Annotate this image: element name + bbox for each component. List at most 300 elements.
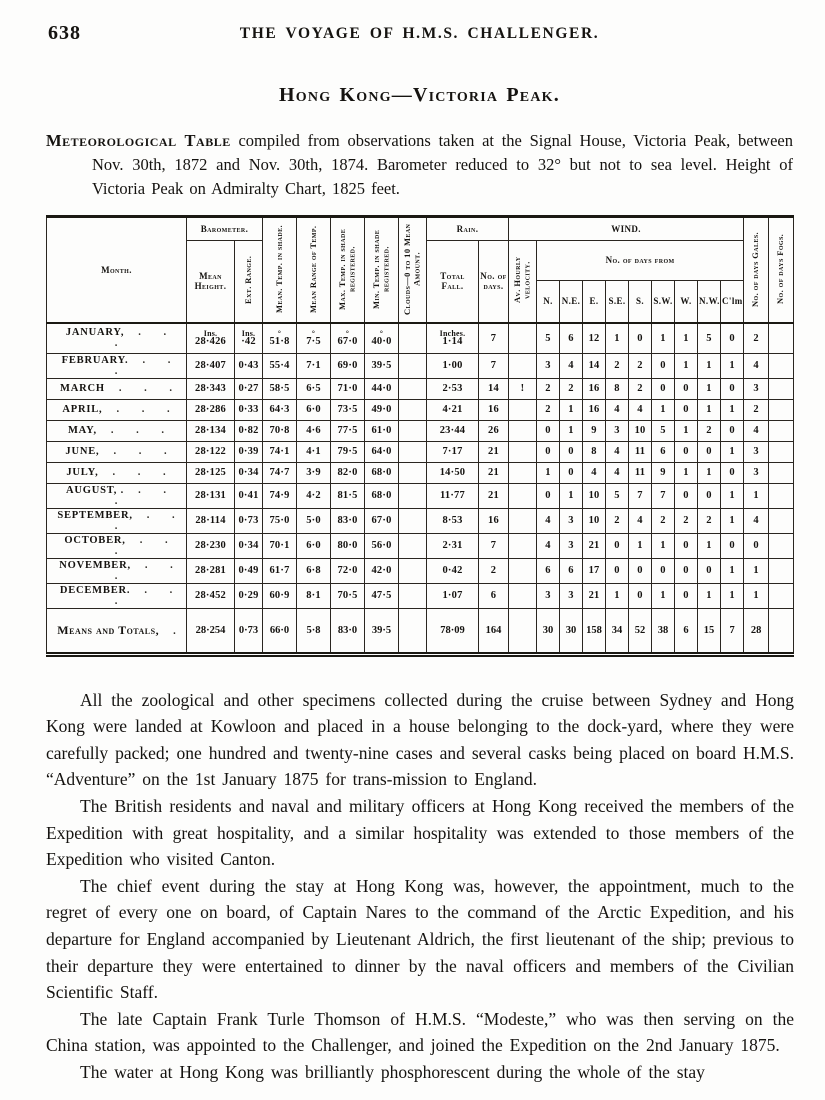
totals-cell: 39·5: [365, 608, 399, 654]
table-row: [47, 583, 794, 608]
data-cell: [399, 323, 427, 353]
data-cell: 81·5: [331, 483, 365, 508]
data-cell: 5: [698, 323, 721, 353]
data-cell: 4: [744, 420, 769, 441]
data-cell: 80·0: [331, 533, 365, 558]
data-cell: 0: [675, 483, 698, 508]
data-cell: 10: [583, 508, 606, 533]
data-cell: 7·17: [427, 441, 479, 462]
data-cell: [509, 483, 537, 508]
data-cell: 0: [698, 483, 721, 508]
totals-row: [47, 608, 794, 654]
header-dir-sw: S.W.: [652, 280, 675, 323]
data-cell: 0: [537, 420, 560, 441]
data-cell: 2: [698, 420, 721, 441]
data-cell: 1: [652, 583, 675, 608]
data-cell: 21: [583, 583, 606, 608]
data-cell: 16: [583, 378, 606, 399]
unit-label: °: [345, 328, 350, 338]
data-cell: 5: [652, 420, 675, 441]
data-cell: [769, 378, 794, 399]
data-cell: 1: [652, 323, 675, 353]
data-cell: 1: [698, 533, 721, 558]
data-cell: [769, 353, 794, 378]
running-head: [46, 22, 793, 52]
data-cell: 1: [744, 558, 769, 583]
data-cell: 5: [537, 323, 560, 353]
totals-cell: 28·254: [187, 608, 235, 654]
data-cell: 21: [583, 533, 606, 558]
data-cell: 69·0: [331, 353, 365, 378]
totals-cell: 30: [537, 608, 560, 654]
table-body: [47, 323, 794, 608]
data-cell: 0·73: [235, 508, 263, 533]
data-cell: 83·0: [331, 508, 365, 533]
table-header: [47, 216, 794, 323]
dot-leader: . . .: [114, 559, 183, 582]
data-cell: Ins. 28·426: [187, 323, 235, 353]
data-cell: [769, 533, 794, 558]
data-cell: 1: [744, 583, 769, 608]
paragraph-nares: The chief event during the stay at Hong Kong was, however, the appointment, much to the regret of every one on board, of Captain Nares to the command of the Arctic Expedition, and his departure for England accompanied by Lieutenant Aldrich, the first lieutenant of the ship; previous to their departure they were entertained to dinner by the naval officers and members of the Civilian Scientific Staff.: [46, 875, 794, 1003]
data-cell: 42·0: [365, 558, 399, 583]
meteorological-table-wrap: [46, 215, 793, 657]
month-cell: [47, 583, 187, 608]
data-cell: 0: [652, 378, 675, 399]
header-month: Month.: [47, 216, 187, 323]
totals-cell: 15: [698, 608, 721, 654]
data-cell: 0: [629, 558, 652, 583]
data-cell: 0: [652, 353, 675, 378]
data-cell: 64·3: [263, 399, 297, 420]
month-cell: [47, 420, 187, 441]
header-mean-temp-shade: Mean. Temp. in shade.: [263, 216, 297, 323]
table-row: [47, 399, 794, 420]
data-cell: 3: [606, 420, 629, 441]
header-rain-group: Rain.: [427, 216, 509, 240]
data-cell: 75·0: [263, 508, 297, 533]
data-cell: ° 51·8: [263, 323, 297, 353]
month-label: NOVEMBER,: [59, 559, 131, 571]
data-cell: [509, 508, 537, 533]
data-cell: 0: [675, 441, 698, 462]
header-gales: No. of days Gales.: [744, 216, 769, 323]
data-cell: 8: [583, 441, 606, 462]
month-label: AUGUST, .: [66, 484, 125, 496]
data-cell: 0: [652, 558, 675, 583]
data-cell: 1: [606, 323, 629, 353]
month-label: JANUARY,: [65, 327, 125, 339]
data-cell: [509, 353, 537, 378]
data-cell: 7: [652, 483, 675, 508]
data-cell: 7·1: [297, 353, 331, 378]
data-cell: 60·9: [263, 583, 297, 608]
data-cell: 1: [721, 353, 744, 378]
table-row: [47, 462, 794, 483]
data-cell: 3: [537, 353, 560, 378]
running-title: THE VOYAGE OF H.M.S. CHALLENGER.: [239, 25, 600, 42]
data-cell: 55·4: [263, 353, 297, 378]
totals-cell: 30: [560, 608, 583, 654]
data-cell: 1: [698, 462, 721, 483]
data-cell: 6: [560, 323, 583, 353]
data-cell: 4: [629, 399, 652, 420]
unit-label: Ins.: [241, 328, 256, 338]
table-footer: [47, 608, 794, 654]
month-cell: [47, 323, 187, 353]
data-cell: 1: [721, 483, 744, 508]
data-cell: 0: [606, 558, 629, 583]
table-row: [47, 353, 794, 378]
data-cell: 28·452: [187, 583, 235, 608]
totals-cell: 83·0: [331, 608, 365, 654]
data-cell: 0·41: [235, 483, 263, 508]
unit-label: °: [277, 328, 282, 338]
paragraph-hospitality: The British residents and naval and military officers at Hong Kong received the members of the Expedition with great hospitality, and a similar hospitality was extended to those members of the Expedition who visited Canton.: [46, 795, 794, 870]
data-cell: 0·27: [235, 378, 263, 399]
data-cell: 5·0: [297, 508, 331, 533]
data-cell: [769, 508, 794, 533]
data-cell: 10: [583, 483, 606, 508]
paragraph-phosphorescent: The water at Hong Kong was brilliantly phosphorescent during the whole of the stay: [80, 1061, 705, 1082]
data-cell: 2: [698, 508, 721, 533]
data-cell: [509, 399, 537, 420]
table-row: [47, 508, 794, 533]
data-cell: 71·0: [331, 378, 365, 399]
data-cell: 61·7: [263, 558, 297, 583]
data-cell: 82·0: [331, 462, 365, 483]
body-text: [46, 687, 794, 1086]
data-cell: 8·1: [297, 583, 331, 608]
data-cell: 1: [698, 399, 721, 420]
data-cell: 1: [537, 462, 560, 483]
data-cell: 9: [652, 462, 675, 483]
data-cell: 8: [606, 378, 629, 399]
unit-label: Inches.: [439, 328, 466, 338]
dot-leader: . . .: [112, 467, 176, 479]
data-cell: Inches. 1·14: [427, 323, 479, 353]
data-cell: 6: [560, 558, 583, 583]
totals-cell: 28: [744, 608, 769, 654]
header-wind-group: WIND.: [509, 216, 744, 240]
data-cell: [399, 399, 427, 420]
month-cell: [47, 508, 187, 533]
data-cell: 9: [583, 420, 606, 441]
data-cell: 10: [629, 420, 652, 441]
data-cell: 0: [698, 558, 721, 583]
data-cell: [399, 558, 427, 583]
data-cell: 11·77: [427, 483, 479, 508]
data-cell: 7: [629, 483, 652, 508]
data-cell: 3·9: [297, 462, 331, 483]
data-cell: 4: [744, 353, 769, 378]
data-cell: 16: [479, 399, 509, 420]
data-cell: [399, 508, 427, 533]
meteorological-table: [46, 215, 794, 657]
data-cell: 14: [583, 353, 606, 378]
dot-leader: . . .: [114, 509, 185, 532]
unit-label: °: [311, 328, 316, 338]
data-cell: 1: [721, 583, 744, 608]
data-cell: 21: [479, 462, 509, 483]
data-cell: 70·8: [263, 420, 297, 441]
data-cell: [399, 462, 427, 483]
totals-cell: 52: [629, 608, 652, 654]
header-total-fall: Total Fall.: [427, 240, 479, 323]
totals-cell: 6: [675, 608, 698, 654]
totals-cell: [769, 608, 794, 654]
data-cell: [509, 323, 537, 353]
data-cell: 7: [479, 323, 509, 353]
data-cell: 3: [744, 378, 769, 399]
paragraph-specimens: All the zoological and other specimens collected during the cruise between Sydney and Hong Kong were landed at Kowloon and placed in a house belonging to the dock-yard, where they were carefully packed; one hundred and twenty-nine cases and several casks being placed on board H.M.S. “Adventure” on the 1st January 1875 for trans-mission to England.: [46, 689, 794, 790]
totals-cell: [399, 608, 427, 654]
data-cell: 3: [537, 583, 560, 608]
data-cell: 1: [721, 441, 744, 462]
table-caption: [46, 129, 793, 201]
data-cell: 2: [744, 323, 769, 353]
month-label: MARCH: [60, 383, 105, 395]
data-cell: 3: [744, 462, 769, 483]
data-cell: 1: [560, 399, 583, 420]
data-cell: 74·7: [263, 462, 297, 483]
data-cell: 3: [560, 533, 583, 558]
caption-rest: compiled from observations taken at the Signal House, Victoria Peak, between Nov. 30th, 1872 and Nov. 30th, 1874. Barometer reduced to 32° but not to sea level. Height of Victoria Peak on Admiralty Chart, 1825 feet.: [92, 131, 793, 198]
data-cell: 1: [675, 462, 698, 483]
data-cell: 4: [744, 508, 769, 533]
section-heading: Hong Kong—Victoria Peak.: [279, 84, 560, 106]
data-cell: 1: [652, 533, 675, 558]
data-cell: 0: [698, 441, 721, 462]
data-cell: 4: [606, 441, 629, 462]
data-cell: [769, 323, 794, 353]
data-cell: 16: [583, 399, 606, 420]
data-cell: 2: [606, 353, 629, 378]
table-row: [47, 533, 794, 558]
data-cell: 70·1: [263, 533, 297, 558]
data-cell: [769, 483, 794, 508]
data-cell: 28·230: [187, 533, 235, 558]
data-cell: [399, 420, 427, 441]
data-cell: 64·0: [365, 441, 399, 462]
data-cell: 4: [560, 353, 583, 378]
data-cell: 1: [675, 420, 698, 441]
data-cell: 2: [652, 508, 675, 533]
data-cell: 28·343: [187, 378, 235, 399]
data-cell: 4: [629, 508, 652, 533]
data-cell: 0·43: [235, 353, 263, 378]
data-cell: 0: [675, 583, 698, 608]
month-cell: [47, 378, 187, 399]
data-cell: 0: [537, 441, 560, 462]
data-cell: 0: [560, 441, 583, 462]
totals-cell: 164: [479, 608, 509, 654]
month-label: JULY,: [66, 467, 99, 479]
header-dir-ne: N.E.: [560, 280, 583, 323]
table-row: [47, 441, 794, 462]
month-label: APRIL,: [62, 404, 103, 416]
data-cell: 58·5: [263, 378, 297, 399]
header-dir-se: S.E.: [606, 280, 629, 323]
data-cell: 56·0: [365, 533, 399, 558]
data-cell: 1: [698, 378, 721, 399]
data-cell: 1: [629, 533, 652, 558]
data-cell: 72·0: [331, 558, 365, 583]
header-mean-range-temp: Mean Range of Temp.: [297, 216, 331, 323]
data-cell: 28·131: [187, 483, 235, 508]
data-cell: 3: [560, 583, 583, 608]
data-cell: 0: [721, 462, 744, 483]
data-cell: 11: [629, 441, 652, 462]
data-cell: [509, 420, 537, 441]
data-cell: 11: [629, 462, 652, 483]
data-cell: 74·1: [263, 441, 297, 462]
data-cell: 49·0: [365, 399, 399, 420]
data-cell: 1: [721, 508, 744, 533]
header-clouds: Clouds—0 to 10 Mean Amount.: [399, 216, 427, 323]
month-label: MAY,: [67, 425, 97, 437]
data-cell: [399, 483, 427, 508]
data-cell: 4·1: [297, 441, 331, 462]
data-cell: 21: [479, 483, 509, 508]
data-cell: Ins. ·42: [235, 323, 263, 353]
data-cell: 23·44: [427, 420, 479, 441]
data-cell: 1: [698, 353, 721, 378]
data-cell: 6·5: [297, 378, 331, 399]
data-cell: 0: [721, 420, 744, 441]
data-cell: 61·0: [365, 420, 399, 441]
header-velocity: Av. Hourly velocity.: [509, 240, 537, 323]
data-cell: 47·5: [365, 583, 399, 608]
paragraph-thomson: The late Captain Frank Turle Thomson of H.M.S. “Modeste,” who was then serving on the China station, was appointed to the Challenger, and joined the Expedition on the 2nd January 1875.: [46, 1008, 794, 1056]
data-cell: 28·286: [187, 399, 235, 420]
data-cell: 3: [560, 508, 583, 533]
dot-leader: . . .: [118, 383, 182, 395]
data-cell: [399, 441, 427, 462]
data-cell: 0: [537, 483, 560, 508]
data-cell: 2·53: [427, 378, 479, 399]
data-cell: 21: [479, 441, 509, 462]
dot-leader: . . .: [110, 425, 175, 437]
month-label: JUNE,: [65, 446, 100, 458]
data-cell: 1·00: [427, 353, 479, 378]
data-cell: 5: [606, 483, 629, 508]
data-cell: 4: [606, 462, 629, 483]
data-cell: [769, 441, 794, 462]
data-cell: 7: [479, 353, 509, 378]
data-cell: !: [509, 378, 537, 399]
table-row: [47, 378, 794, 399]
data-cell: 0·33: [235, 399, 263, 420]
data-cell: 2: [537, 378, 560, 399]
totals-cell: 66·0: [263, 608, 297, 654]
data-cell: 74·9: [263, 483, 297, 508]
dot-leader: . . .: [114, 534, 178, 557]
header-dir-nw: N.W.: [698, 280, 721, 323]
totals-label-cell: Means and Totals, .: [47, 608, 187, 654]
data-cell: 14·50: [427, 462, 479, 483]
data-cell: [769, 583, 794, 608]
data-cell: 1: [560, 483, 583, 508]
data-cell: 2: [675, 508, 698, 533]
data-cell: 1: [721, 558, 744, 583]
data-cell: [769, 462, 794, 483]
data-cell: 0·34: [235, 462, 263, 483]
month-label: OCTOBER,: [64, 534, 126, 546]
totals-cell: 0·73: [235, 608, 263, 654]
data-cell: 2·31: [427, 533, 479, 558]
header-dir-calm: C'lm: [721, 280, 744, 323]
month-cell: [47, 399, 187, 420]
data-cell: [769, 558, 794, 583]
data-cell: 0·29: [235, 583, 263, 608]
data-cell: 1: [560, 420, 583, 441]
data-cell: ° 67·0: [331, 323, 365, 353]
header-dir-w: W.: [675, 280, 698, 323]
data-cell: 4: [537, 533, 560, 558]
data-cell: 0·39: [235, 441, 263, 462]
data-cell: [509, 558, 537, 583]
header-dir-s: S.: [629, 280, 652, 323]
data-cell: 2: [606, 508, 629, 533]
totals-cell: 78·09: [427, 608, 479, 654]
data-cell: 0: [721, 533, 744, 558]
data-cell: 73·5: [331, 399, 365, 420]
month-cell: [47, 353, 187, 378]
data-cell: 44·0: [365, 378, 399, 399]
header-mean-height: Mean Height.: [187, 240, 235, 323]
dot-leader: . . .: [116, 404, 180, 416]
totals-cell: [509, 608, 537, 654]
data-cell: [399, 533, 427, 558]
data-cell: 2: [744, 399, 769, 420]
data-cell: 0: [721, 323, 744, 353]
data-cell: 68·0: [365, 483, 399, 508]
data-cell: 7: [479, 533, 509, 558]
totals-cell: 5·8: [297, 608, 331, 654]
header-barometer-group: Barometer.: [187, 216, 263, 240]
dot-leader: . . .: [114, 327, 177, 350]
data-cell: [509, 462, 537, 483]
data-cell: ° 40·0: [365, 323, 399, 353]
data-cell: 0: [606, 533, 629, 558]
data-cell: 67·0: [365, 508, 399, 533]
data-cell: 0: [560, 462, 583, 483]
data-cell: 6: [537, 558, 560, 583]
data-cell: ° 7·5: [297, 323, 331, 353]
month-label: FEBRUARY.: [61, 354, 129, 366]
data-cell: 0: [675, 399, 698, 420]
data-cell: 4·21: [427, 399, 479, 420]
data-cell: 3: [744, 441, 769, 462]
data-cell: 26: [479, 420, 509, 441]
data-cell: 70·5: [331, 583, 365, 608]
data-cell: 4: [606, 399, 629, 420]
totals-cell: 38: [652, 608, 675, 654]
data-cell: 77·5: [331, 420, 365, 441]
data-cell: 1: [675, 323, 698, 353]
data-cell: 28·114: [187, 508, 235, 533]
data-cell: 0: [629, 323, 652, 353]
data-cell: 6·0: [297, 533, 331, 558]
data-cell: [509, 533, 537, 558]
data-cell: 68·0: [365, 462, 399, 483]
data-cell: 1·07: [427, 583, 479, 608]
dot-leader: . . .: [114, 484, 176, 507]
caption-lead: Meteorological Table: [46, 131, 231, 150]
page-number: 638: [48, 22, 81, 44]
data-cell: 1: [675, 353, 698, 378]
